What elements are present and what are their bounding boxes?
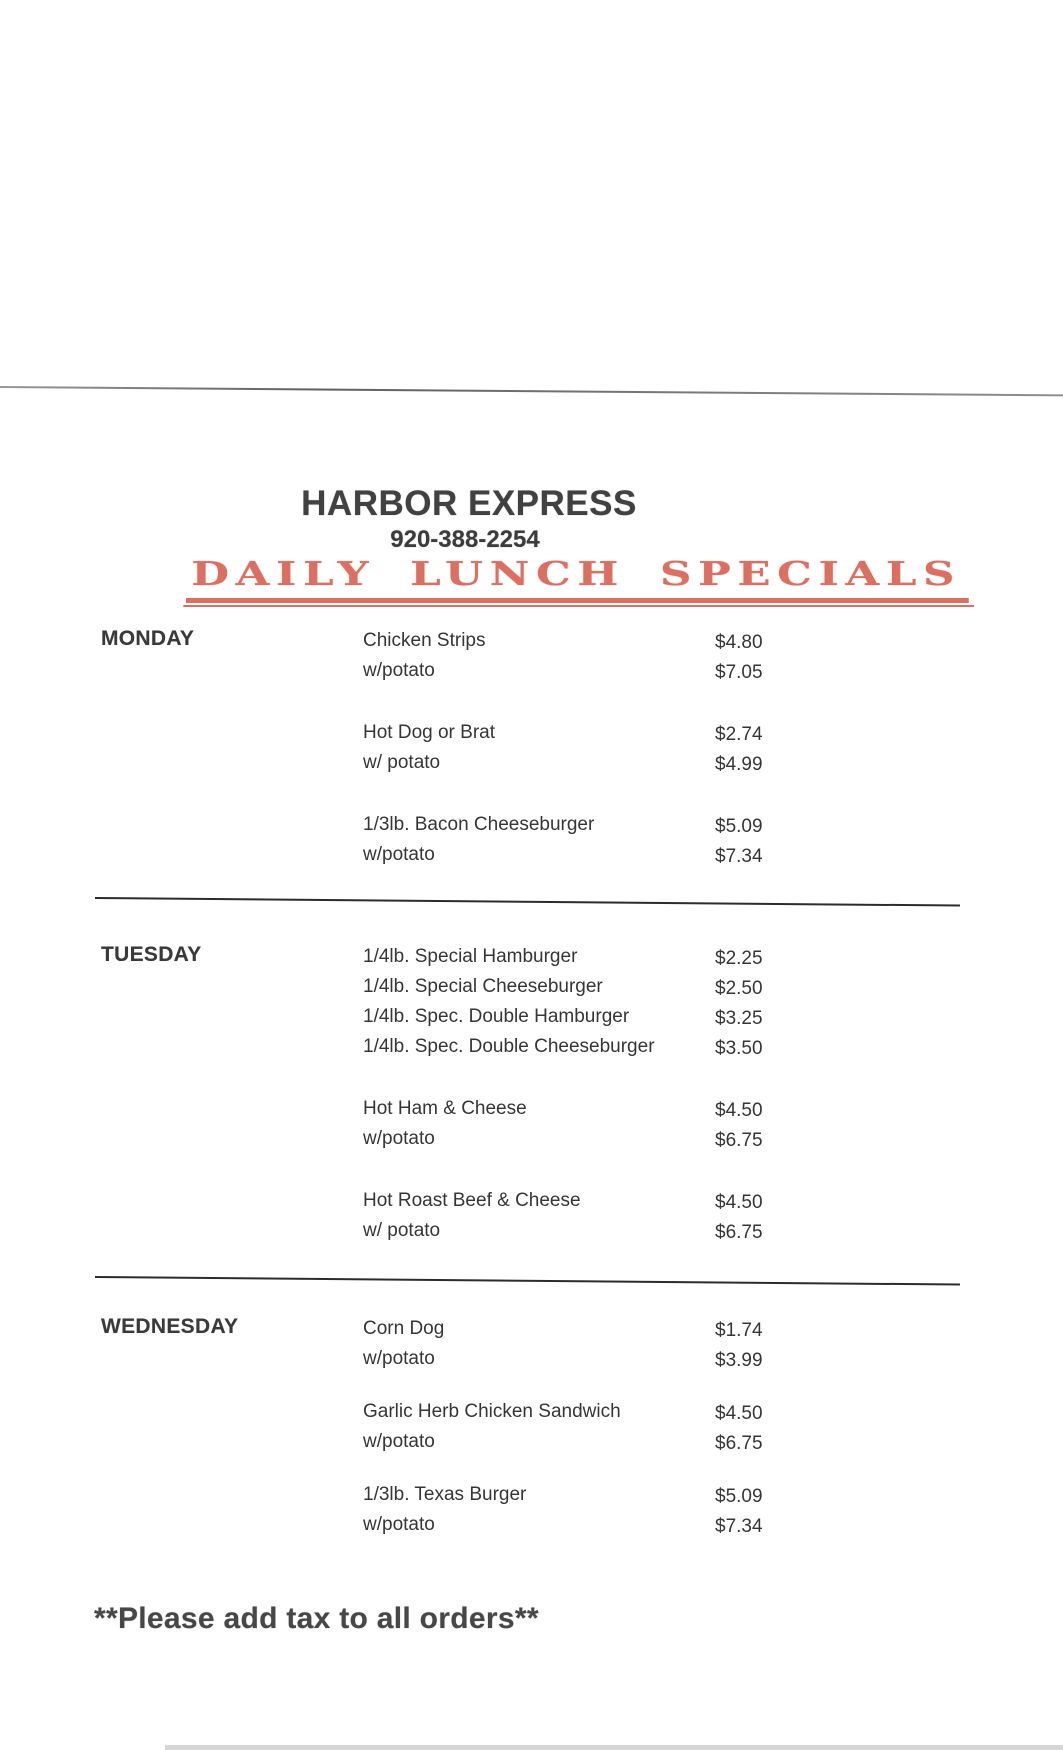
menu-row (363, 1098, 981, 1128)
tax-note: **Please add tax to all orders** (94, 1602, 539, 1635)
scan-edge-artifact (165, 1745, 1063, 1750)
daily-lunch-specials-banner: DAILY LUNCH SPECIALS (186, 554, 969, 603)
item-name: Hot Dog or Brat (363, 722, 495, 743)
day-label: MONDAY (101, 627, 195, 650)
item-name: 1/3lb. Texas Burger (363, 1484, 527, 1505)
phone-number: 920-388-2254 (390, 526, 540, 553)
menu-row (363, 1006, 981, 1036)
scan-fold-line (0, 386, 1063, 396)
restaurant-title: HARBOR EXPRESS (301, 484, 637, 523)
item-name: Hot Ham & Cheese (363, 1098, 527, 1119)
menu-row (363, 1128, 981, 1158)
menu-group (363, 946, 981, 1066)
menu-group (363, 1098, 981, 1158)
item-price: $2.25 (715, 948, 763, 969)
item-name: w/potato (363, 1128, 435, 1149)
item-name: w/ potato (363, 752, 441, 773)
item-name: Corn Dog (363, 1318, 445, 1339)
item-name: Hot Roast Beef & Cheese (363, 1190, 581, 1211)
menu-group (363, 1190, 981, 1250)
day-label: WEDNESDAY (101, 1315, 239, 1338)
day-label: TUESDAY (101, 943, 202, 966)
menu-group (363, 630, 981, 690)
item-name: 1/4lb. Spec. Double Cheeseburger (363, 1036, 655, 1057)
menu-row (363, 1348, 981, 1378)
menu-row (363, 844, 981, 874)
menu-group (363, 722, 981, 782)
day-section (101, 943, 981, 1250)
item-name: w/potato (363, 660, 435, 681)
item-price: $7.34 (715, 1516, 763, 1537)
item-price: $7.05 (715, 662, 763, 683)
section-divider (95, 1276, 960, 1286)
menu-group (363, 1318, 981, 1378)
item-name: w/potato (363, 1514, 435, 1535)
item-name: 1/4lb. Special Cheeseburger (363, 976, 603, 997)
menu-row (363, 1036, 981, 1066)
section-divider (95, 897, 960, 907)
day-groups (363, 946, 981, 1250)
menu-row (363, 946, 981, 976)
item-price: $3.50 (715, 1038, 763, 1059)
item-name: 1/4lb. Special Hamburger (363, 946, 578, 967)
menu-row (363, 660, 981, 690)
menu-group (363, 814, 981, 874)
item-price: $4.99 (715, 754, 763, 775)
item-price: $6.75 (715, 1433, 763, 1454)
day-groups (363, 1318, 981, 1544)
item-name: Chicken Strips (363, 630, 486, 651)
menu-row (363, 1484, 981, 1514)
day-groups (363, 630, 981, 874)
item-price: $4.50 (715, 1192, 763, 1213)
item-name: 1/4lb. Spec. Double Hamburger (363, 1006, 630, 1027)
menu-row (363, 1190, 981, 1220)
menu-row (363, 1220, 981, 1250)
menu-row (363, 722, 981, 752)
item-price: $2.50 (715, 978, 763, 999)
item-name: w/potato (363, 1431, 435, 1452)
item-price: $4.80 (715, 632, 763, 653)
menu-row (363, 1514, 981, 1544)
item-price: $3.99 (715, 1350, 763, 1371)
item-price: $1.74 (715, 1320, 763, 1341)
item-price: $7.34 (715, 846, 763, 867)
item-price: $2.74 (715, 724, 763, 745)
item-name: w/potato (363, 1348, 435, 1369)
menu-group (363, 1401, 981, 1461)
item-price: $5.09 (715, 1486, 763, 1507)
menu-row (363, 1431, 981, 1461)
item-price: $3.25 (715, 1008, 763, 1029)
item-name: 1/3lb. Bacon Cheeseburger (363, 814, 595, 835)
menu-row (363, 814, 981, 844)
item-price: $6.75 (715, 1130, 763, 1151)
item-price: $5.09 (715, 816, 763, 837)
item-name: w/ potato (363, 1220, 441, 1241)
day-section (101, 1315, 981, 1544)
day-section (101, 627, 981, 874)
menu-group (363, 1484, 981, 1544)
menu-row (363, 752, 981, 782)
item-price: $4.50 (715, 1100, 763, 1121)
item-price: $4.50 (715, 1403, 763, 1424)
menu-row (363, 976, 981, 1006)
item-name: Garlic Herb Chicken Sandwich (363, 1401, 621, 1422)
menu-row (363, 1401, 981, 1431)
menu-row (363, 1318, 981, 1348)
item-name: w/potato (363, 844, 435, 865)
item-price: $6.75 (715, 1222, 763, 1243)
menu-row (363, 630, 981, 660)
